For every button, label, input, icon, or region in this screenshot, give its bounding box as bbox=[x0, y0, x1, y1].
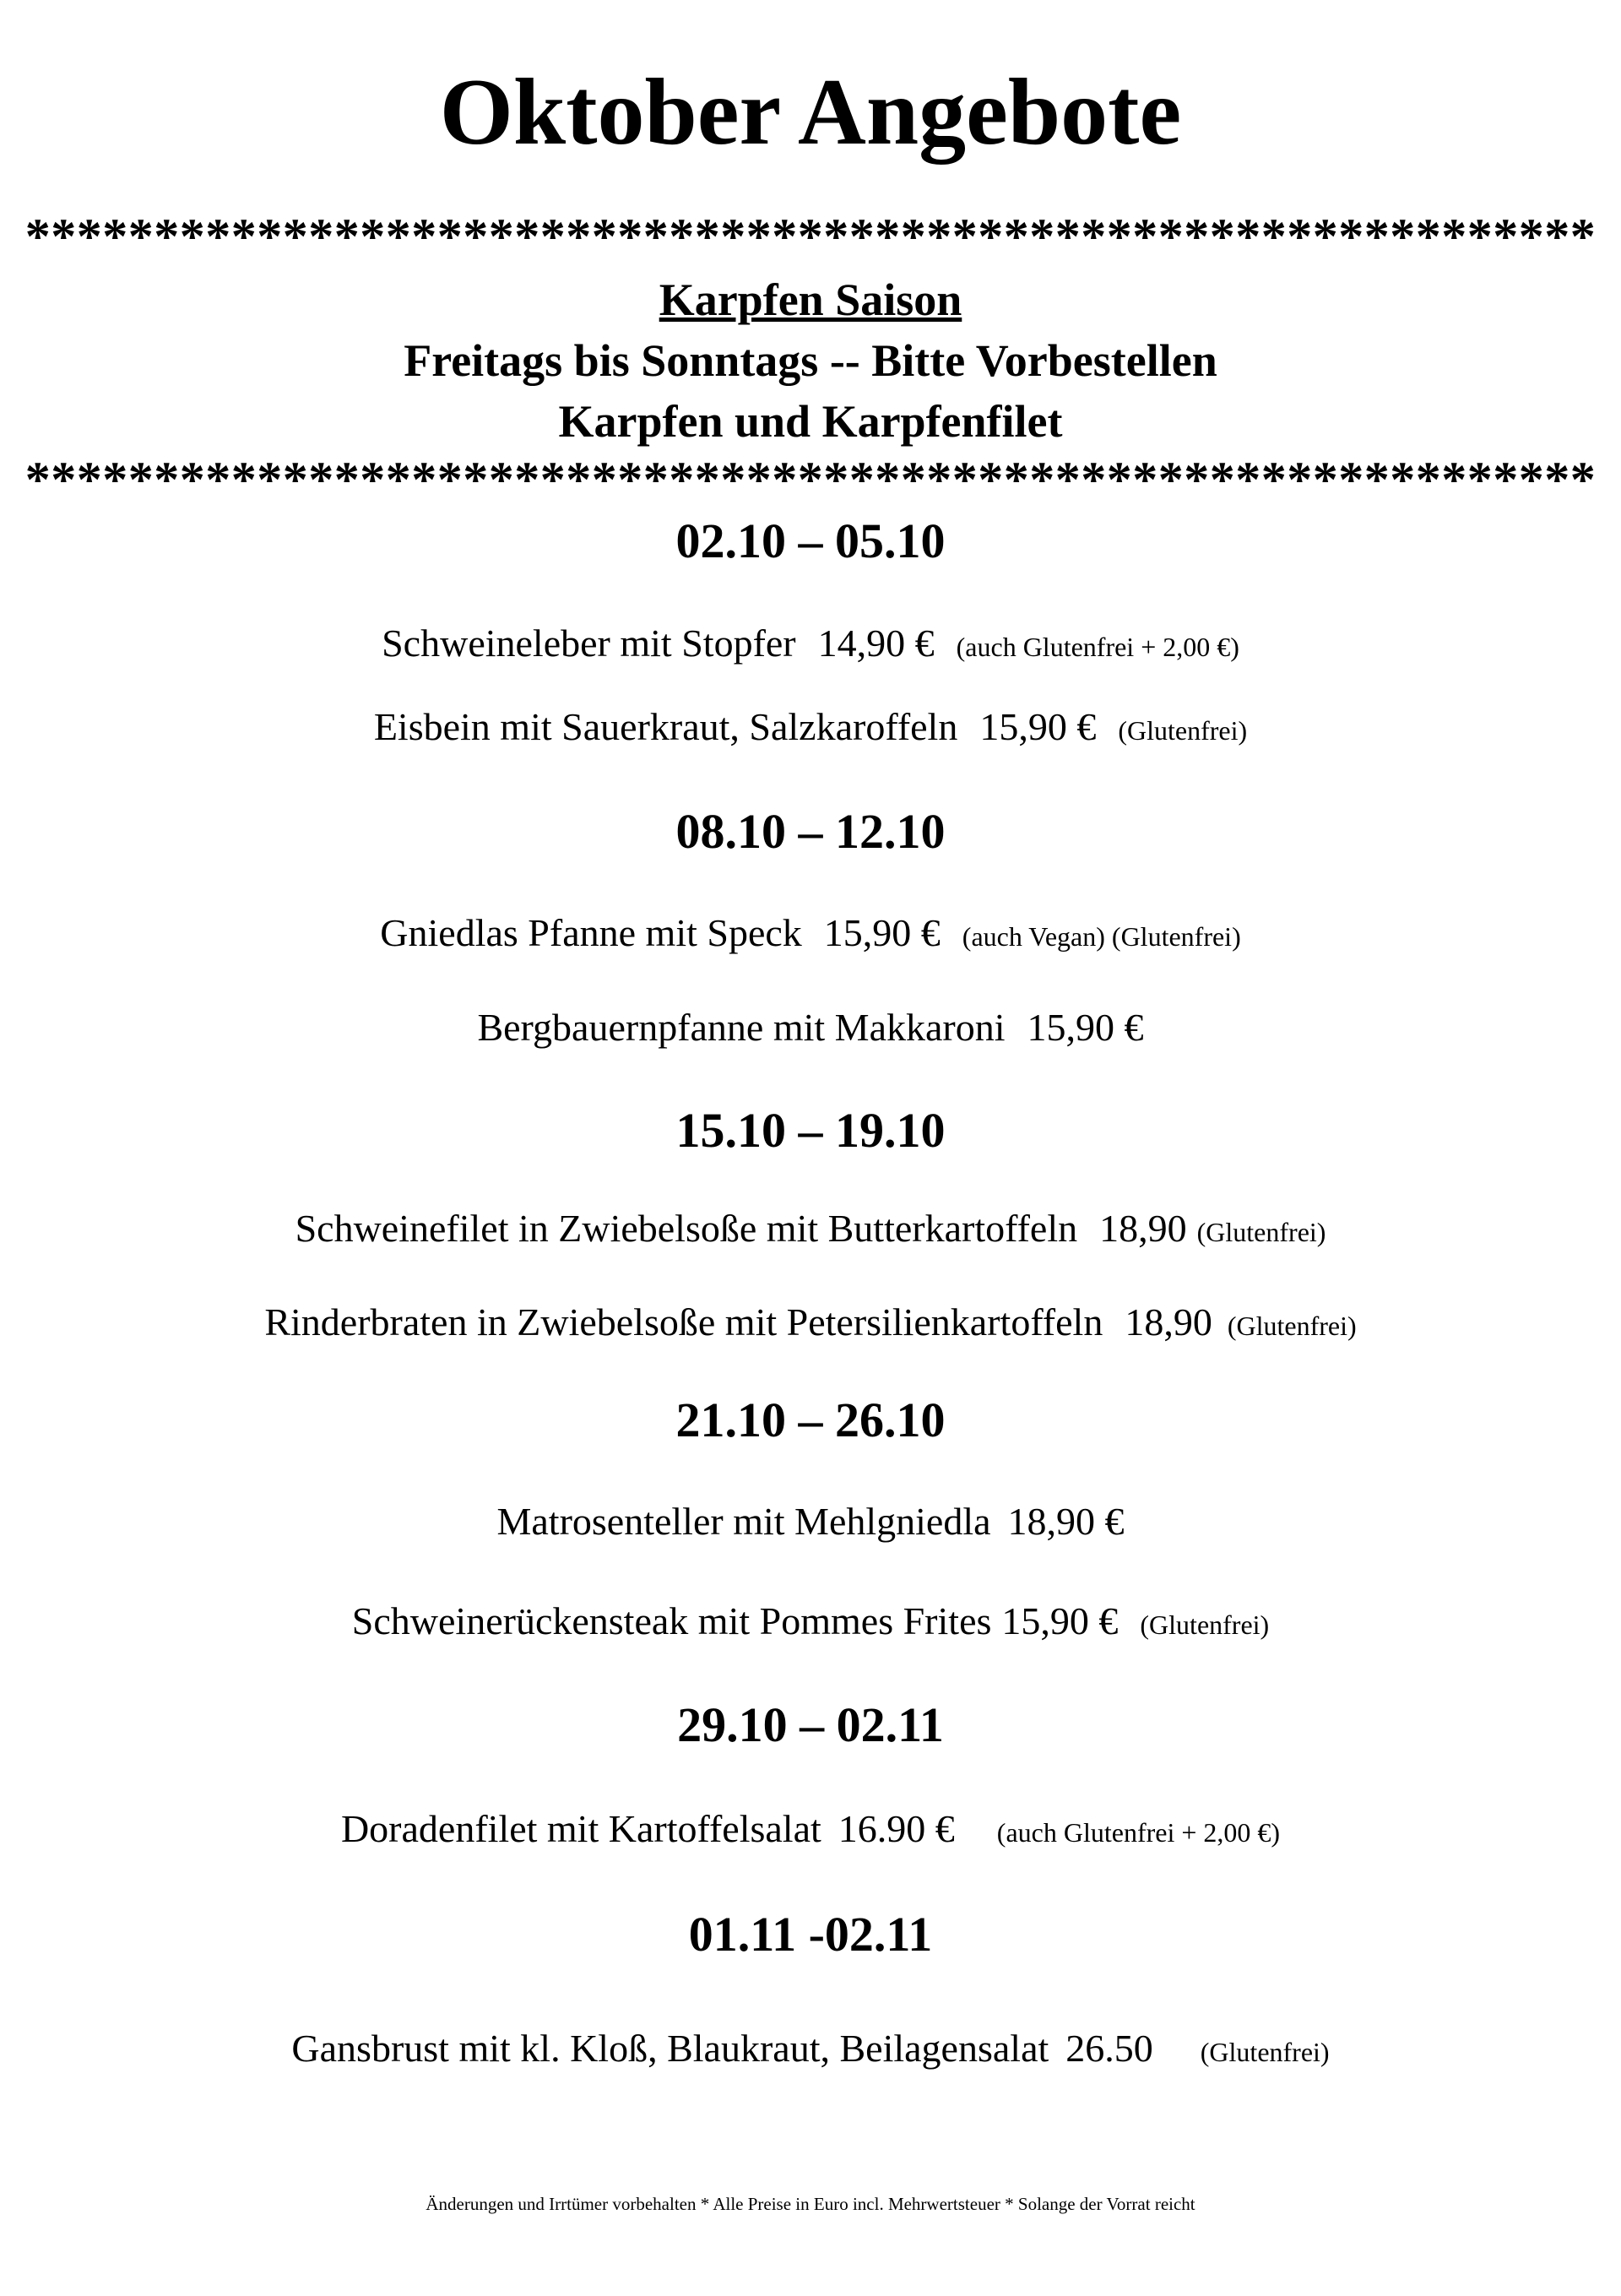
dish-note: (auch Glutenfrei + 2,00 €) bbox=[996, 1817, 1281, 1848]
dish-name: Matrosenteller mit Mehlgniedla bbox=[496, 1500, 991, 1543]
dish-name: Eisbein mit Sauerkraut, Salzkaroffeln bbox=[373, 705, 958, 748]
dish-price: 15,90 € bbox=[1027, 1006, 1144, 1049]
menu-item bbox=[0, 618, 1621, 672]
menu-item bbox=[0, 1002, 1621, 1053]
dish-note: (Glutenfrei) bbox=[1118, 715, 1248, 746]
dish-name: Schweinerückensteak mit Pommes Frites bbox=[351, 1599, 992, 1642]
dish-name: Rinderbraten in Zwiebelsoße mit Petersilienkartoffeln bbox=[264, 1300, 1103, 1343]
dish-price: 18,90 bbox=[1099, 1207, 1187, 1250]
period-heading: 01.11 -02.11 bbox=[688, 1907, 933, 1962]
dish-price: 14,90 € bbox=[817, 621, 935, 665]
dish-price: 18,90 € bbox=[1007, 1500, 1125, 1543]
dish-price: 15,90 € bbox=[1001, 1599, 1119, 1642]
dish-price: 26.50 bbox=[1065, 2027, 1153, 2070]
dish-note: (Glutenfrei) bbox=[1196, 1217, 1326, 1247]
dish-note: (auch Vegan) (Glutenfrei) bbox=[962, 921, 1241, 952]
dish-note: (Glutenfrei) bbox=[1140, 1609, 1270, 1640]
menu-item bbox=[0, 1203, 1621, 1257]
promo-line-2: Karpfen und Karpfenfilet bbox=[558, 396, 1063, 447]
dish-note: (Glutenfrei) bbox=[1227, 1311, 1357, 1341]
dish-price: 15,90 € bbox=[979, 705, 1097, 748]
period-heading: 21.10 – 26.10 bbox=[675, 1392, 946, 1447]
dish-price: 15,90 € bbox=[823, 911, 941, 954]
dish-name: Doradenfilet mit Kartoffelsalat bbox=[340, 1807, 821, 1850]
dish-price: 18,90 bbox=[1125, 1300, 1212, 1343]
period-heading: 15.10 – 19.10 bbox=[675, 1103, 946, 1158]
page-title: Oktober Angebote bbox=[439, 60, 1182, 165]
menu-item bbox=[0, 1596, 1621, 1650]
menu-item bbox=[0, 1804, 1621, 1858]
period-heading: 29.10 – 02.11 bbox=[677, 1697, 944, 1752]
dish-name: Schweineleber mit Stopfer bbox=[382, 621, 796, 665]
menu-item bbox=[0, 702, 1621, 756]
footer-disclaimer: Änderungen und Irrtümer vorbehalten * Alle Preise in Euro incl. Mehrwertsteuer * Solange der Vorrat reicht bbox=[426, 2194, 1195, 2214]
menu-item bbox=[0, 908, 1621, 962]
dish-note: (auch Glutenfrei + 2,00 €) bbox=[956, 632, 1239, 662]
promo-line-1: Freitags bis Sonntags -- Bitte Vorbestellen bbox=[404, 335, 1217, 386]
dish-name: Schweinefilet in Zwiebelsoße mit Butterkartoffeln bbox=[295, 1207, 1078, 1250]
dish-price: 16.90 € bbox=[838, 1807, 955, 1850]
star-divider-top: ************************************************************* bbox=[24, 209, 1597, 264]
menu-item bbox=[0, 2023, 1621, 2077]
promo-heading: Karpfen Saison bbox=[659, 274, 962, 325]
star-divider-bottom: ************************************************************* bbox=[24, 452, 1597, 508]
menu-item bbox=[0, 1496, 1621, 1547]
dish-name: Gniedlas Pfanne mit Speck bbox=[380, 911, 802, 954]
period-heading: 08.10 – 12.10 bbox=[675, 804, 946, 859]
dish-name: Gansbrust mit kl. Kloß, Blaukraut, Beilagensalat bbox=[291, 2027, 1049, 2070]
menu-item bbox=[0, 1297, 1621, 1351]
dish-note: (Glutenfrei) bbox=[1200, 2037, 1330, 2067]
dish-name: Bergbauernpfanne mit Makkaroni bbox=[477, 1006, 1006, 1049]
period-heading: 02.10 – 05.10 bbox=[675, 513, 946, 568]
